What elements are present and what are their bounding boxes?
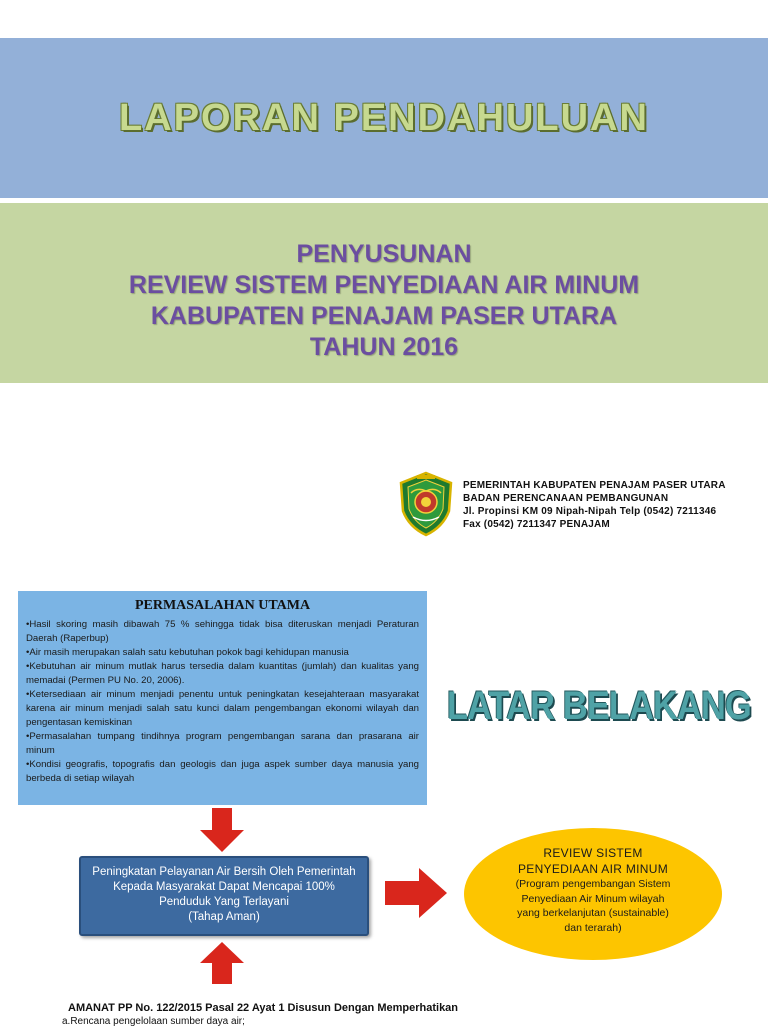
review-oval (464, 828, 722, 960)
org-line: Jl. Propinsi KM 09 Nipah-Nipah Telp (0542) 7211346 (463, 506, 717, 517)
org-line: Fax (0542) 7211347 PENAJAM (463, 519, 610, 530)
arrow-up-icon (198, 942, 246, 984)
arrow-right-icon (385, 868, 447, 918)
regency-emblem-icon (397, 471, 455, 537)
callout-line: (Tahap Aman) (188, 911, 260, 923)
review-heading-line: REVIEW SISTEM (543, 846, 643, 860)
subtitle-line: REVIEW SISTEM PENYEDIAAN AIR MINUM (128, 271, 640, 299)
review-detail-line: (Program pengembangan Sistem (515, 878, 671, 890)
amanat-item-a: a.Rencana pengelolaan sumber daya air; (62, 1016, 245, 1027)
subtitle-lines (0, 239, 768, 363)
problems-title: PERMASALAHAN UTAMA (134, 598, 311, 613)
callout-line: Kepada Masyarakat Dapat Mencapai 100% (113, 881, 335, 893)
problem-item: •Kebutuhan air minum mutlak harus tersedia dalam kuantitas (jumlah) dan kualitas yang memadai (Permen PU No. 20, 2006). (26, 661, 419, 686)
title-band (0, 38, 768, 198)
section-heading-text: LATAR BELAKANG (447, 683, 751, 728)
callout-line: Penduduk Yang Terlayani (159, 896, 289, 908)
page-title: LAPORAN PENDAHULUAN (119, 96, 649, 139)
org-line: PEMERINTAH KABUPATEN PENAJAM PASER UTARA (463, 480, 726, 491)
review-detail-line: Penyediaan Air Minum wilayah (521, 892, 665, 905)
arrow-down-icon (198, 808, 246, 852)
subtitle-band (0, 203, 768, 383)
subtitle-line: PENYUSUNAN (296, 240, 472, 268)
problem-item: •Ketersediaan air minum menjadi penentu untuk peningkatan kesejahteraan masyarakat karena air minum menjadi salah satu kunci dalam pengembangan ekonomi wilayah dan pengentasan kemiskinan (26, 689, 419, 728)
review-detail-line: yang berkelanjutan (sustainable) (517, 907, 669, 919)
review-detail-line: dan terarah) (564, 921, 622, 934)
problem-item: •Hasil skoring masih dibawah 75 % sehingga tidak bisa diteruskan menjadi Peraturan Daerah (Raperbup) (26, 619, 419, 644)
amanat-text: AMANAT PP No. 122/2015 Pasal 22 Ayat 1 Disusun Dengan Memperhatikan (68, 1002, 459, 1014)
problems-box (18, 591, 427, 805)
problem-item: •Air masih merupakan salah satu kebutuhan pokok bagi kehidupan manusia (26, 647, 349, 658)
callout-line: Peningkatan Pelayanan Air Bersih Oleh Pemerintah (92, 866, 356, 878)
organization-block (463, 479, 763, 531)
problem-item: •Permasalahan tumpang tindihnya program pengembangan sarana dan prasarana air minum (26, 731, 419, 756)
section-heading (447, 682, 759, 730)
subtitle-line: TAHUN 2016 (309, 333, 459, 361)
subtitle-line: KABUPATEN PENAJAM PASER UTARA (150, 302, 618, 330)
service-callout (79, 856, 369, 936)
org-line: BADAN PERENCANAAN PEMBANGUNAN (463, 493, 669, 504)
review-heading-line: PENYEDIAAN AIR MINUM (517, 862, 669, 876)
problem-item: •Kondisi geografis, topografis dan geologis dan juga aspek sumber daya manusia yang berbeda di setiap wilayah (26, 759, 419, 784)
